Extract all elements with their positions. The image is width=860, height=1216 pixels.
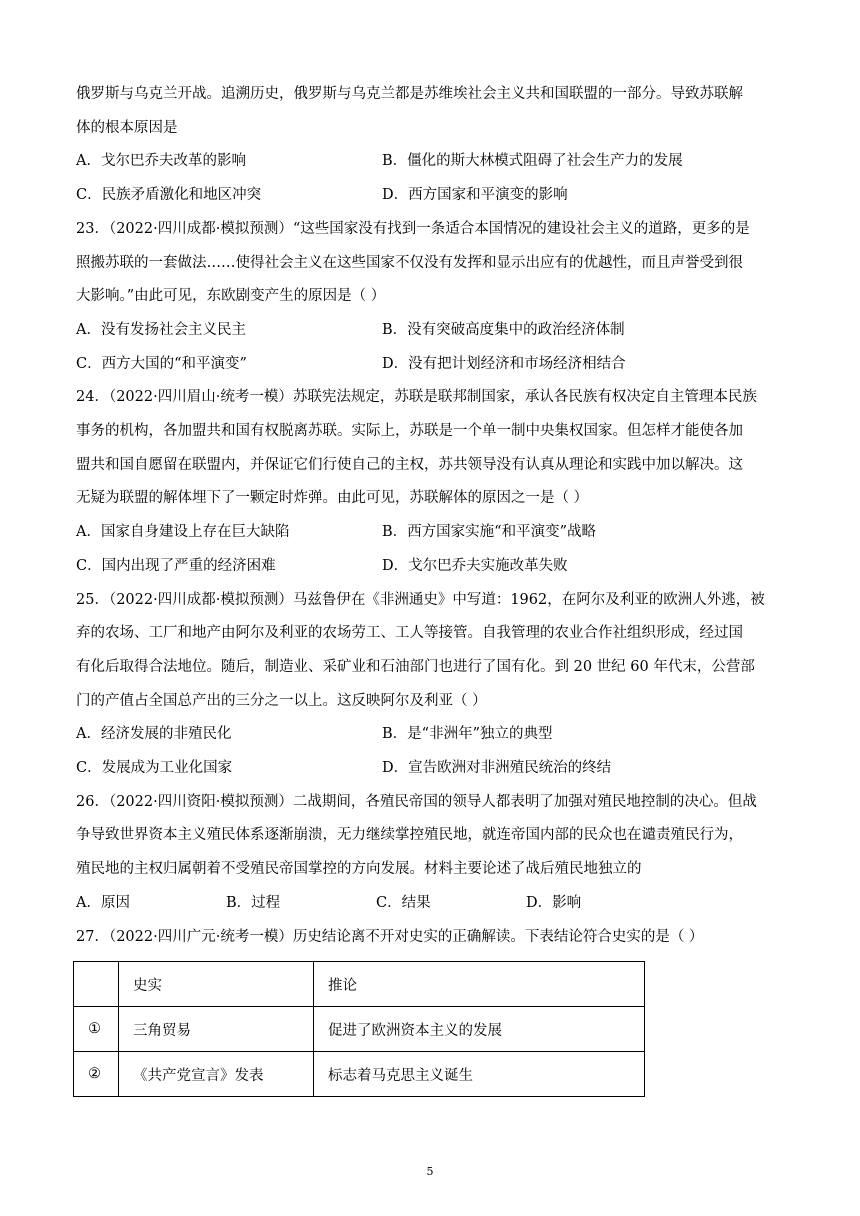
option-b: B．僵化的斯大林模式阻碍了社会生产力的发展 <box>382 153 683 170</box>
q27-line-1: 27．（2022·四川广元·统考一模）历史结论离不开对史实的正确解读。下表结论符合史实的是（ ） <box>76 928 704 945</box>
q24-line-3: 盟共和国自愿留在联盟内，并保证它们行使自己的主权，苏共领导没有认真从理论和实践中加以解决。这 <box>76 456 743 473</box>
intro-line-2: 体的根本原因是 <box>76 119 178 136</box>
q24-line-2: 事务的机构，各加盟共和国有权脱离苏联。实际上，苏联是一个单一制中央集权国家。但怎样才能使各加 <box>76 423 743 440</box>
option-d: D．宣告欧洲对非洲殖民统治的终结 <box>382 760 612 777</box>
table-cell: 三角贸易 <box>119 1007 314 1052</box>
q24-line-1: 24．（2022·四川眉山·统考一模）苏联宪法规定，苏联是联邦制国家，承认各民族有权决定自主管理本民族 <box>76 389 757 406</box>
q23-options-row-1 <box>76 314 786 348</box>
table-cell: ① <box>74 1007 119 1052</box>
table-header-cell: 推论 <box>314 962 645 1007</box>
option-c: C．国内出现了严重的经济困难 <box>76 557 276 574</box>
option-a: A．原因 <box>76 894 130 911</box>
option-a: A．国家自身建设上存在巨大缺陷 <box>76 524 290 541</box>
q23-line-2: 照搬苏联的一套做法……使得社会主义在这些国家不仅没有发挥和显示出应有的优越性，而且声誉受到很 <box>76 254 743 271</box>
q25-line-2: 弃的农场、工厂和地产由阿尔及利亚的农场劳工、工人等接管。自我管理的农业合作社组织形成，经过国 <box>76 625 743 642</box>
table-cell: ② <box>74 1052 119 1097</box>
intro-options-row-2 <box>76 179 786 213</box>
option-d: D．没有把计划经济和市场经济相结合 <box>382 355 626 372</box>
q25-line-3: 有化后取得合法地位。随后，制造业、采矿业和石油部门也进行了国有化。到 20 世纪 60 年代末，公营部 <box>76 658 755 675</box>
table-row <box>74 1007 645 1052</box>
option-d: D．影响 <box>526 894 582 911</box>
option-b: B．是“非洲年”独立的典型 <box>382 726 553 743</box>
option-b: B．西方国家实施“和平演变”战略 <box>382 524 596 541</box>
q25-options-row-2 <box>76 752 786 786</box>
table-header-row <box>74 962 645 1007</box>
q26-line-2: 争导致世界资本主义殖民体系逐渐崩溃，无力继续掌控殖民地，就连帝国内部的民众也在谴责殖民行为， <box>76 827 743 844</box>
option-a: A．没有发扬社会主义民主 <box>76 321 246 338</box>
question-content <box>76 78 786 954</box>
table-cell: 标志着马克思主义诞生 <box>314 1052 645 1097</box>
intro-options-row-1 <box>76 145 786 179</box>
q23-options-row-2 <box>76 348 786 382</box>
option-a: A．戈尔巴乔夫改革的影响 <box>76 153 246 170</box>
table-row <box>74 1052 645 1097</box>
q25-options-row-1 <box>76 718 786 752</box>
q24-line-4: 无疑为联盟的解体埋下了一颗定时炸弹。由此可见，苏联解体的原因之一是（ ） <box>76 490 589 507</box>
q26-options-row <box>76 887 786 921</box>
q23-line-3: 大影响。”由此可见，东欧剧变产生的原因是（ ） <box>76 288 386 305</box>
option-c: C．民族矛盾激化和地区冲突 <box>76 187 262 204</box>
option-b: B．过程 <box>226 894 281 911</box>
q24-options-row-1 <box>76 516 786 550</box>
option-b: B．没有突破高度集中的政治经济体制 <box>382 321 625 338</box>
option-c: C．西方大国的“和平演变” <box>76 355 247 372</box>
option-a: A．经济发展的非殖民化 <box>76 726 232 743</box>
q25-line-1: 25．（2022·四川成都·模拟预测）马兹鲁伊在《非洲通史》中写道：1962，在阿尔及利亚的欧洲人外逃，被 <box>76 591 765 608</box>
q25-line-4: 门的产值占全国总产出的三分之一以上。这反映阿尔及利亚（ ） <box>76 692 487 709</box>
q23-line-1: 23．（2022·四川成都·模拟预测）“这些国家没有找到一条适合本国情况的建设社会主义的道路，更多的是 <box>76 220 750 237</box>
page-number: 5 <box>426 1165 434 1178</box>
option-c: C．结果 <box>376 894 431 911</box>
table-cell: 促进了欧洲资本主义的发展 <box>314 1007 645 1052</box>
intro-line-1: 俄罗斯与乌克兰开战。追溯历史，俄罗斯与乌克兰都是苏维埃社会主义共和国联盟的一部分。导致苏联解 <box>76 86 743 102</box>
q24-options-row-2 <box>76 550 786 584</box>
q26-line-1: 26．（2022·四川资阳·模拟预测）二战期间，各殖民帝国的领导人都表明了加强对殖民地控制的决心。但战 <box>76 793 757 810</box>
table-header-cell: 史实 <box>119 962 314 1007</box>
q26-line-3: 殖民地的主权归属朝着不受殖民帝国掌控的方向发展。材料主要论述了战后殖民地独立的 <box>76 861 642 878</box>
option-d: D．戈尔巴乔夫实施改革失败 <box>382 557 568 574</box>
q27-table <box>73 961 645 1097</box>
option-d: D．西方国家和平演变的影响 <box>382 187 568 204</box>
table-header-cell <box>74 962 119 1007</box>
table-cell: 《共产党宣言》发表 <box>119 1052 314 1097</box>
option-c: C．发展成为工业化国家 <box>76 760 233 777</box>
